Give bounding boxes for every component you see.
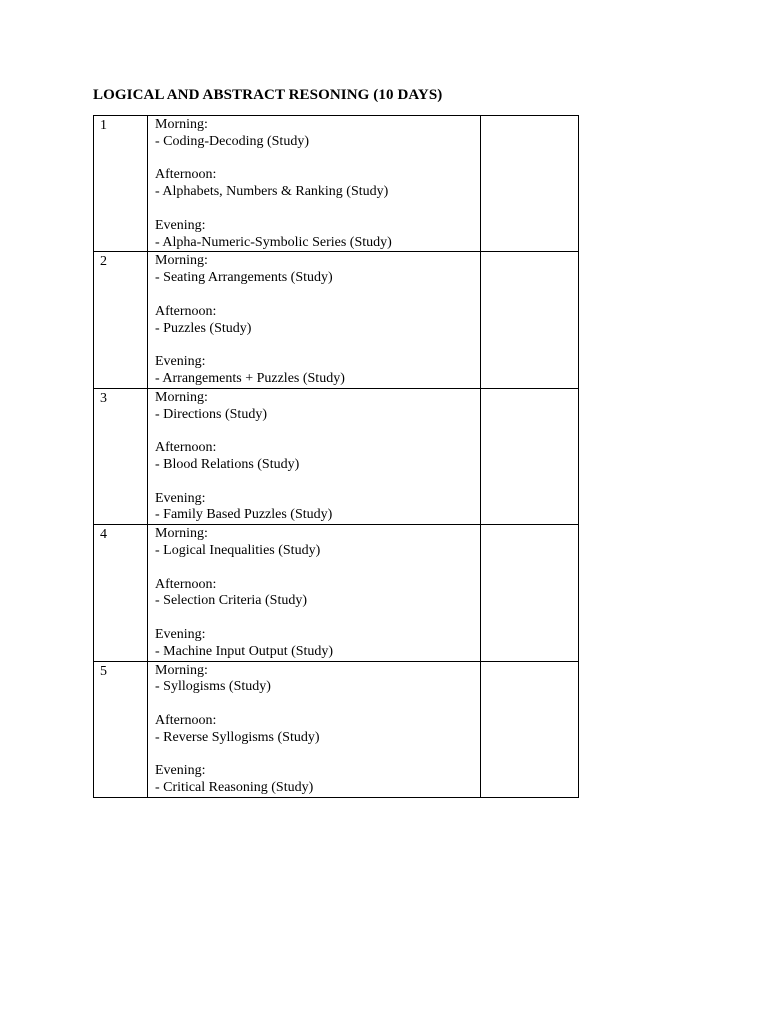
schedule-content-cell [148, 252, 481, 388]
notes-cell [481, 116, 579, 252]
document-title: LOGICAL AND ABSTRACT RESONING (10 DAYS) [93, 87, 443, 103]
schedule-content-cell [148, 116, 481, 252]
afternoon-topic: - Blood Relations (Study) [155, 456, 300, 472]
afternoon-topic: - Reverse Syllogisms (Study) [155, 729, 320, 745]
evening-label: Evening: [155, 217, 206, 233]
table-row [94, 525, 579, 661]
day-number-cell [94, 661, 148, 797]
notes-cell [481, 661, 579, 797]
day-number: 2 [100, 254, 107, 270]
table-row [94, 388, 579, 524]
day-number: 5 [100, 663, 107, 679]
evening-label: Evening: [155, 490, 206, 506]
day-number: 4 [100, 527, 107, 543]
evening-label: Evening: [155, 626, 206, 642]
afternoon-label: Afternoon: [155, 712, 217, 728]
notes-cell [481, 388, 579, 524]
table-row [94, 252, 579, 388]
day-number-cell [94, 252, 148, 388]
evening-topic: - Critical Reasoning (Study) [155, 780, 314, 796]
day-number-cell [94, 388, 148, 524]
table-row [94, 661, 579, 797]
evening-label: Evening: [155, 763, 206, 779]
schedule-table [93, 115, 579, 798]
morning-label: Morning: [155, 117, 208, 132]
evening-label: Evening: [155, 354, 206, 370]
notes-cell [481, 252, 579, 388]
morning-topic: - Logical Inequalities (Study) [155, 542, 321, 558]
afternoon-topic: - Selection Criteria (Study) [155, 593, 308, 609]
day-number-cell [94, 525, 148, 661]
day-number: 1 [100, 118, 107, 133]
morning-label: Morning: [155, 526, 208, 542]
morning-label: Morning: [155, 662, 208, 678]
morning-label: Morning: [155, 389, 208, 405]
morning-topic: - Syllogisms (Study) [155, 679, 271, 695]
schedule-content-cell [148, 661, 481, 797]
afternoon-label: Afternoon: [155, 440, 217, 456]
morning-label: Morning: [155, 253, 208, 269]
evening-topic: - Alpha-Numeric-Symbolic Series (Study) [155, 234, 392, 250]
afternoon-label: Afternoon: [155, 167, 217, 183]
morning-topic: - Coding-Decoding (Study) [155, 133, 309, 149]
table-row [94, 116, 579, 252]
day-number-cell [94, 116, 148, 252]
day-number: 3 [100, 390, 107, 406]
notes-cell [481, 525, 579, 661]
schedule-content-cell [148, 388, 481, 524]
morning-topic: - Seating Arrangements (Study) [155, 270, 333, 286]
afternoon-topic: - Alphabets, Numbers & Ranking (Study) [155, 184, 389, 200]
evening-topic: - Machine Input Output (Study) [155, 643, 334, 659]
afternoon-label: Afternoon: [155, 303, 217, 319]
schedule-content-cell [148, 525, 481, 661]
morning-topic: - Directions (Study) [155, 406, 267, 422]
evening-topic: - Family Based Puzzles (Study) [155, 507, 333, 523]
evening-topic: - Arrangements + Puzzles (Study) [155, 370, 345, 386]
afternoon-label: Afternoon: [155, 576, 217, 592]
afternoon-topic: - Puzzles (Study) [155, 320, 252, 336]
